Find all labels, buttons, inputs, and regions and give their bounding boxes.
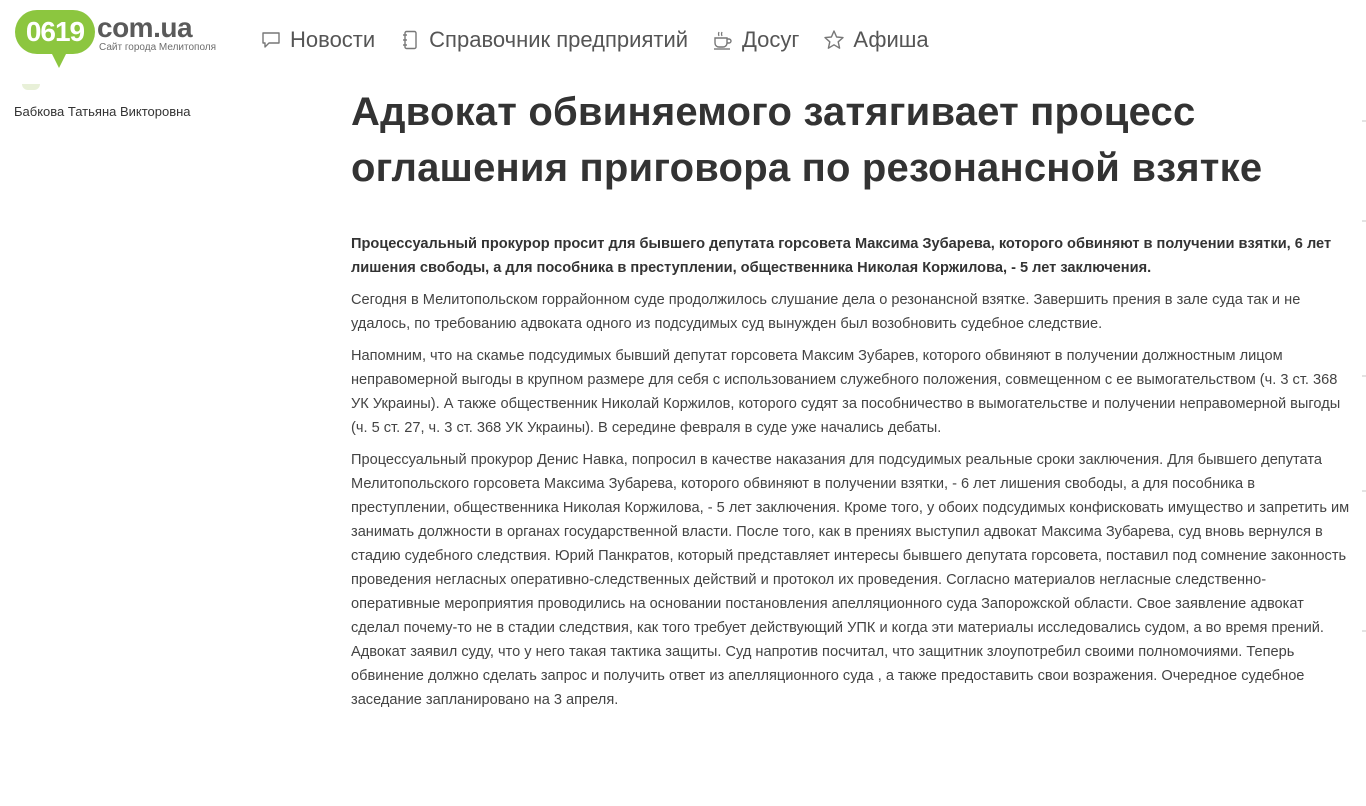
nav-item-label: Афиша <box>853 27 929 52</box>
nav-item-label: Новости <box>290 27 376 52</box>
nav-item-news[interactable] <box>260 27 375 53</box>
main-nav <box>260 24 953 56</box>
logo-domain: com.ua <box>97 12 193 43</box>
article-paragraph: Напомним, что на скамье подсудимых бывший депутат горсовета Максим Зубарев, которого обвиняют в получении должностным лицом неправомерной выгоды в крупном размере для себя с использованием служебного положения, совмещенном с ее вымогательством (ч. 3 ст. 368 УК Украины). А также общественник Николай Коржилов, которого судят за пособничество в вымогательстве и получении неправомерной выгоды (ч. 5 ст. 27, ч. 3 ст. 368 УК Украины). В середине февраля в суде уже начались дебаты. <box>351 348 1341 436</box>
edge-mark <box>1362 490 1366 492</box>
edge-mark <box>1362 375 1366 377</box>
site-logo[interactable] <box>15 10 225 66</box>
logo-number: 0619 <box>25 16 85 47</box>
nav-item-directory[interactable] <box>399 27 688 53</box>
edge-mark <box>1362 120 1366 122</box>
edge-mark <box>1362 220 1366 222</box>
article-paragraph: Сегодня в Мелитопольском горрайонном суде продолжилось слушание дела о резонансной взятке. Завершить прения в зале суда так и не удалось, по требованию адвоката одного из подсудимых суд вынужден был возобновить судебное следствие. <box>351 292 1301 332</box>
coffee-cup-icon <box>712 29 734 51</box>
logo-bubble <box>15 10 95 54</box>
site-header <box>0 0 1366 78</box>
chat-bubble-icon <box>260 29 282 51</box>
article-paragraph: Процессуальный прокурор Денис Навка, попросил в качестве наказания для подсудимых реальные сроки заключения. Для бывшего депутата Мелитопольского горсовета Максима Зубарева, которого обвиняют в получении взятки, - 6 лет лишения свободы, а для пособника в преступлении, общественника Николая Коржилова, - 5 лет заключения. Кроме того, у обоих подсудимых конфисковать имущество и запретить им занимать должности в органах государственной власти. После того, как в прениях выступил адвокат Максима Зубарева, суд вновь вернулся в стадию судебного следствия. Юрий Панкратов, который представляет интересы бывшего депутата горсовета, поставил под сомнение законность проведения негласных оперативно-следственных действий и протокол их проведения. Согласно материалов негласные следственно-оперативные мероприятия проводились на основании постановления апелляционного суда Запорожской области. Свое заявление адвокат сделал почему-то не в стадии следствия, как того требует действующий УПК и когда эти материалы исследовались судом, а во время прений. Адвокат заявил суду, что у него такая тактика защиты. Суд напротив посчитал, что защитник злоупотребил своими полномочиями. Теперь обвинение должно сделать запрос и получить ответ из апелляционного суда , а также предоставить свои возражения. Очередное судебное заседание запланировано на 3 апреля. <box>351 452 1350 708</box>
article-lead: Процессуальный прокурор просит для бывшего депутата горсовета Максима Зубарева, которого обвиняют в получении взятки, 6 лет лишения свободы, а для пособника в преступлении, общественника Николая Коржилова, - 5 лет заключения. <box>351 236 1332 276</box>
author-name[interactable]: Бабкова Татьяна Викторовна <box>14 104 191 119</box>
scroll-edge[interactable] <box>1360 110 1366 800</box>
edge-mark <box>1362 630 1366 632</box>
nav-item-afisha[interactable] <box>823 27 928 53</box>
nav-item-leisure[interactable] <box>712 27 799 53</box>
star-icon <box>823 29 845 51</box>
article <box>351 84 1351 712</box>
nav-item-label: Справочник предприятий <box>429 27 689 52</box>
article-title: Адвокат обвиняемого затягивает процесс оглашения приговора по резонансной взятке <box>351 90 1263 190</box>
notebook-icon <box>399 29 421 51</box>
logo-subtitle: Сайт города Мелитополя <box>99 42 217 53</box>
author-avatar <box>22 84 40 90</box>
nav-item-label: Досуг <box>742 27 800 52</box>
